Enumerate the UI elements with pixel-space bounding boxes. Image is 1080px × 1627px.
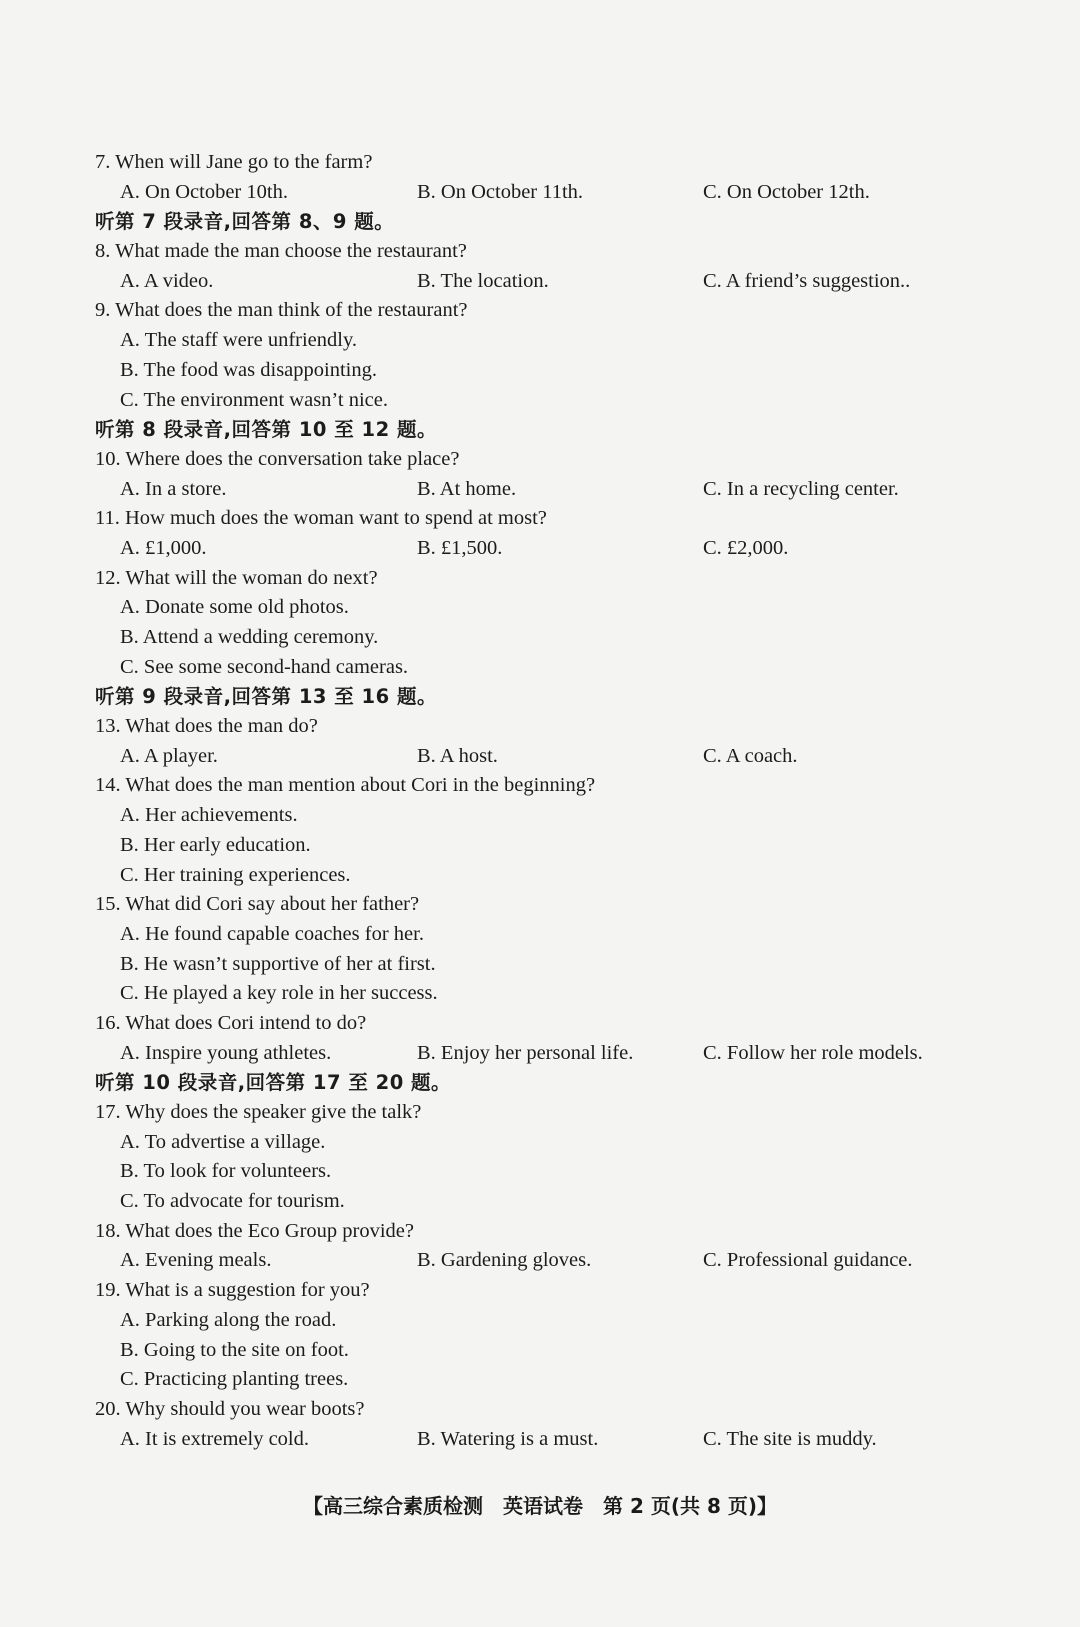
answer-options-row xyxy=(95,1039,995,1069)
answer-option: A. In a store. xyxy=(120,477,227,500)
answer-option: B. Gardening gloves. xyxy=(417,1249,592,1272)
question-text: 18. What does the Eco Group provide? xyxy=(95,1219,414,1242)
answer-option: A. Inspire young athletes. xyxy=(120,1041,332,1064)
answer-option: B. Her early education. xyxy=(120,833,311,856)
answer-option: C. The environment wasn’t nice. xyxy=(120,388,388,411)
answer-option: C. Her training experiences. xyxy=(120,863,351,886)
answer-option: B. He wasn’t supportive of her at first. xyxy=(120,952,436,975)
answer-options-row xyxy=(95,267,995,297)
answer-option: A. A player. xyxy=(120,744,218,767)
answer-option: A. It is extremely cold. xyxy=(120,1427,310,1450)
answer-options-row xyxy=(95,1425,995,1455)
answer-option: A. Evening meals. xyxy=(120,1249,272,1272)
answer-options-row xyxy=(95,475,995,505)
answer-options-row xyxy=(95,178,995,208)
answer-option: C. The site is muddy. xyxy=(703,1427,877,1450)
answer-option: C. On October 12th. xyxy=(703,180,870,203)
question-text: 20. Why should you wear boots? xyxy=(95,1397,365,1420)
answer-option: C. See some second-hand cameras. xyxy=(120,655,409,678)
answer-options-row xyxy=(95,534,995,564)
question-text: 14. What does the man mention about Cori in the beginning? xyxy=(95,774,596,797)
question-text: 13. What does the man do? xyxy=(95,715,318,738)
answer-option: C. A friend’s suggestion.. xyxy=(703,269,911,292)
answer-option: B. At home. xyxy=(417,477,517,500)
question-list xyxy=(95,148,995,1454)
answer-option: A. On October 10th. xyxy=(120,180,288,203)
answer-option: A. To advertise a village. xyxy=(120,1130,326,1153)
question-text: 17. Why does the speaker give the talk? xyxy=(95,1101,422,1123)
answer-option: A. Her achievements. xyxy=(120,804,298,827)
answer-option: A. Parking along the road. xyxy=(120,1308,337,1331)
answer-option: C. Professional guidance. xyxy=(703,1249,913,1272)
answer-options-row xyxy=(95,1246,995,1276)
answer-option: A. A video. xyxy=(120,269,214,292)
answer-option: B. To look for volunteers. xyxy=(120,1160,332,1183)
question-text: 7. When will Jane go to the farm? xyxy=(95,151,373,173)
question-text: 16. What does Cori intend to do? xyxy=(95,1011,367,1034)
page-footer: 【高三综合素质检测 英语试卷 第 2 页(共 8 页)】 xyxy=(303,1494,777,1518)
answer-option: B. The food was disappointing. xyxy=(120,358,377,381)
question-text: 19. What is a suggestion for you? xyxy=(95,1279,370,1302)
section-instruction: 听第 10 段录音,回答第 17 至 20 题。 xyxy=(95,1071,452,1095)
answer-option: B. Going to the site on foot. xyxy=(120,1338,349,1361)
answer-option: B. Attend a wedding ceremony. xyxy=(120,626,379,648)
answer-option: C. Follow her role models. xyxy=(703,1041,923,1064)
answer-option: B. £1,500. xyxy=(417,536,503,559)
question-text: 8. What made the man choose the restaurant? xyxy=(95,240,467,263)
answer-option: B. The location. xyxy=(417,269,549,292)
answer-option: A. He found capable coaches for her. xyxy=(120,922,424,945)
question-text: 10. Where does the conversation take place? xyxy=(95,447,460,470)
section-instruction: 听第 8 段录音,回答第 10 至 12 题。 xyxy=(95,418,437,442)
answer-option: B. Watering is a must. xyxy=(417,1427,599,1450)
answer-option: C. To advocate for tourism. xyxy=(120,1190,345,1213)
answer-option: A. The staff were unfriendly. xyxy=(120,329,358,352)
question-text: 11. How much does the woman want to spend at most? xyxy=(95,507,547,530)
question-text: 12. What will the woman do next? xyxy=(95,566,378,589)
answer-options-row xyxy=(95,742,995,772)
answer-option: B. Enjoy her personal life. xyxy=(417,1041,634,1064)
question-text: 9. What does the man think of the restaurant? xyxy=(95,299,468,322)
answer-option: C. A coach. xyxy=(703,744,798,767)
question-text: 15. What did Cori say about her father? xyxy=(95,893,420,916)
section-instruction: 听第 7 段录音,回答第 8、9 题。 xyxy=(95,210,395,234)
answer-option: A. £1,000. xyxy=(120,536,207,559)
answer-option: B. On October 11th. xyxy=(417,180,584,203)
answer-option: B. A host. xyxy=(417,744,498,767)
section-instruction: 听第 9 段录音,回答第 13 至 16 题。 xyxy=(95,685,437,709)
answer-option: C. He played a key role in her success. xyxy=(120,982,438,1005)
answer-option: C. In a recycling center. xyxy=(703,477,899,500)
answer-option: C. Practicing planting trees. xyxy=(120,1368,349,1391)
answer-option: C. £2,000. xyxy=(703,536,789,559)
answer-option: A. Donate some old photos. xyxy=(120,596,349,619)
